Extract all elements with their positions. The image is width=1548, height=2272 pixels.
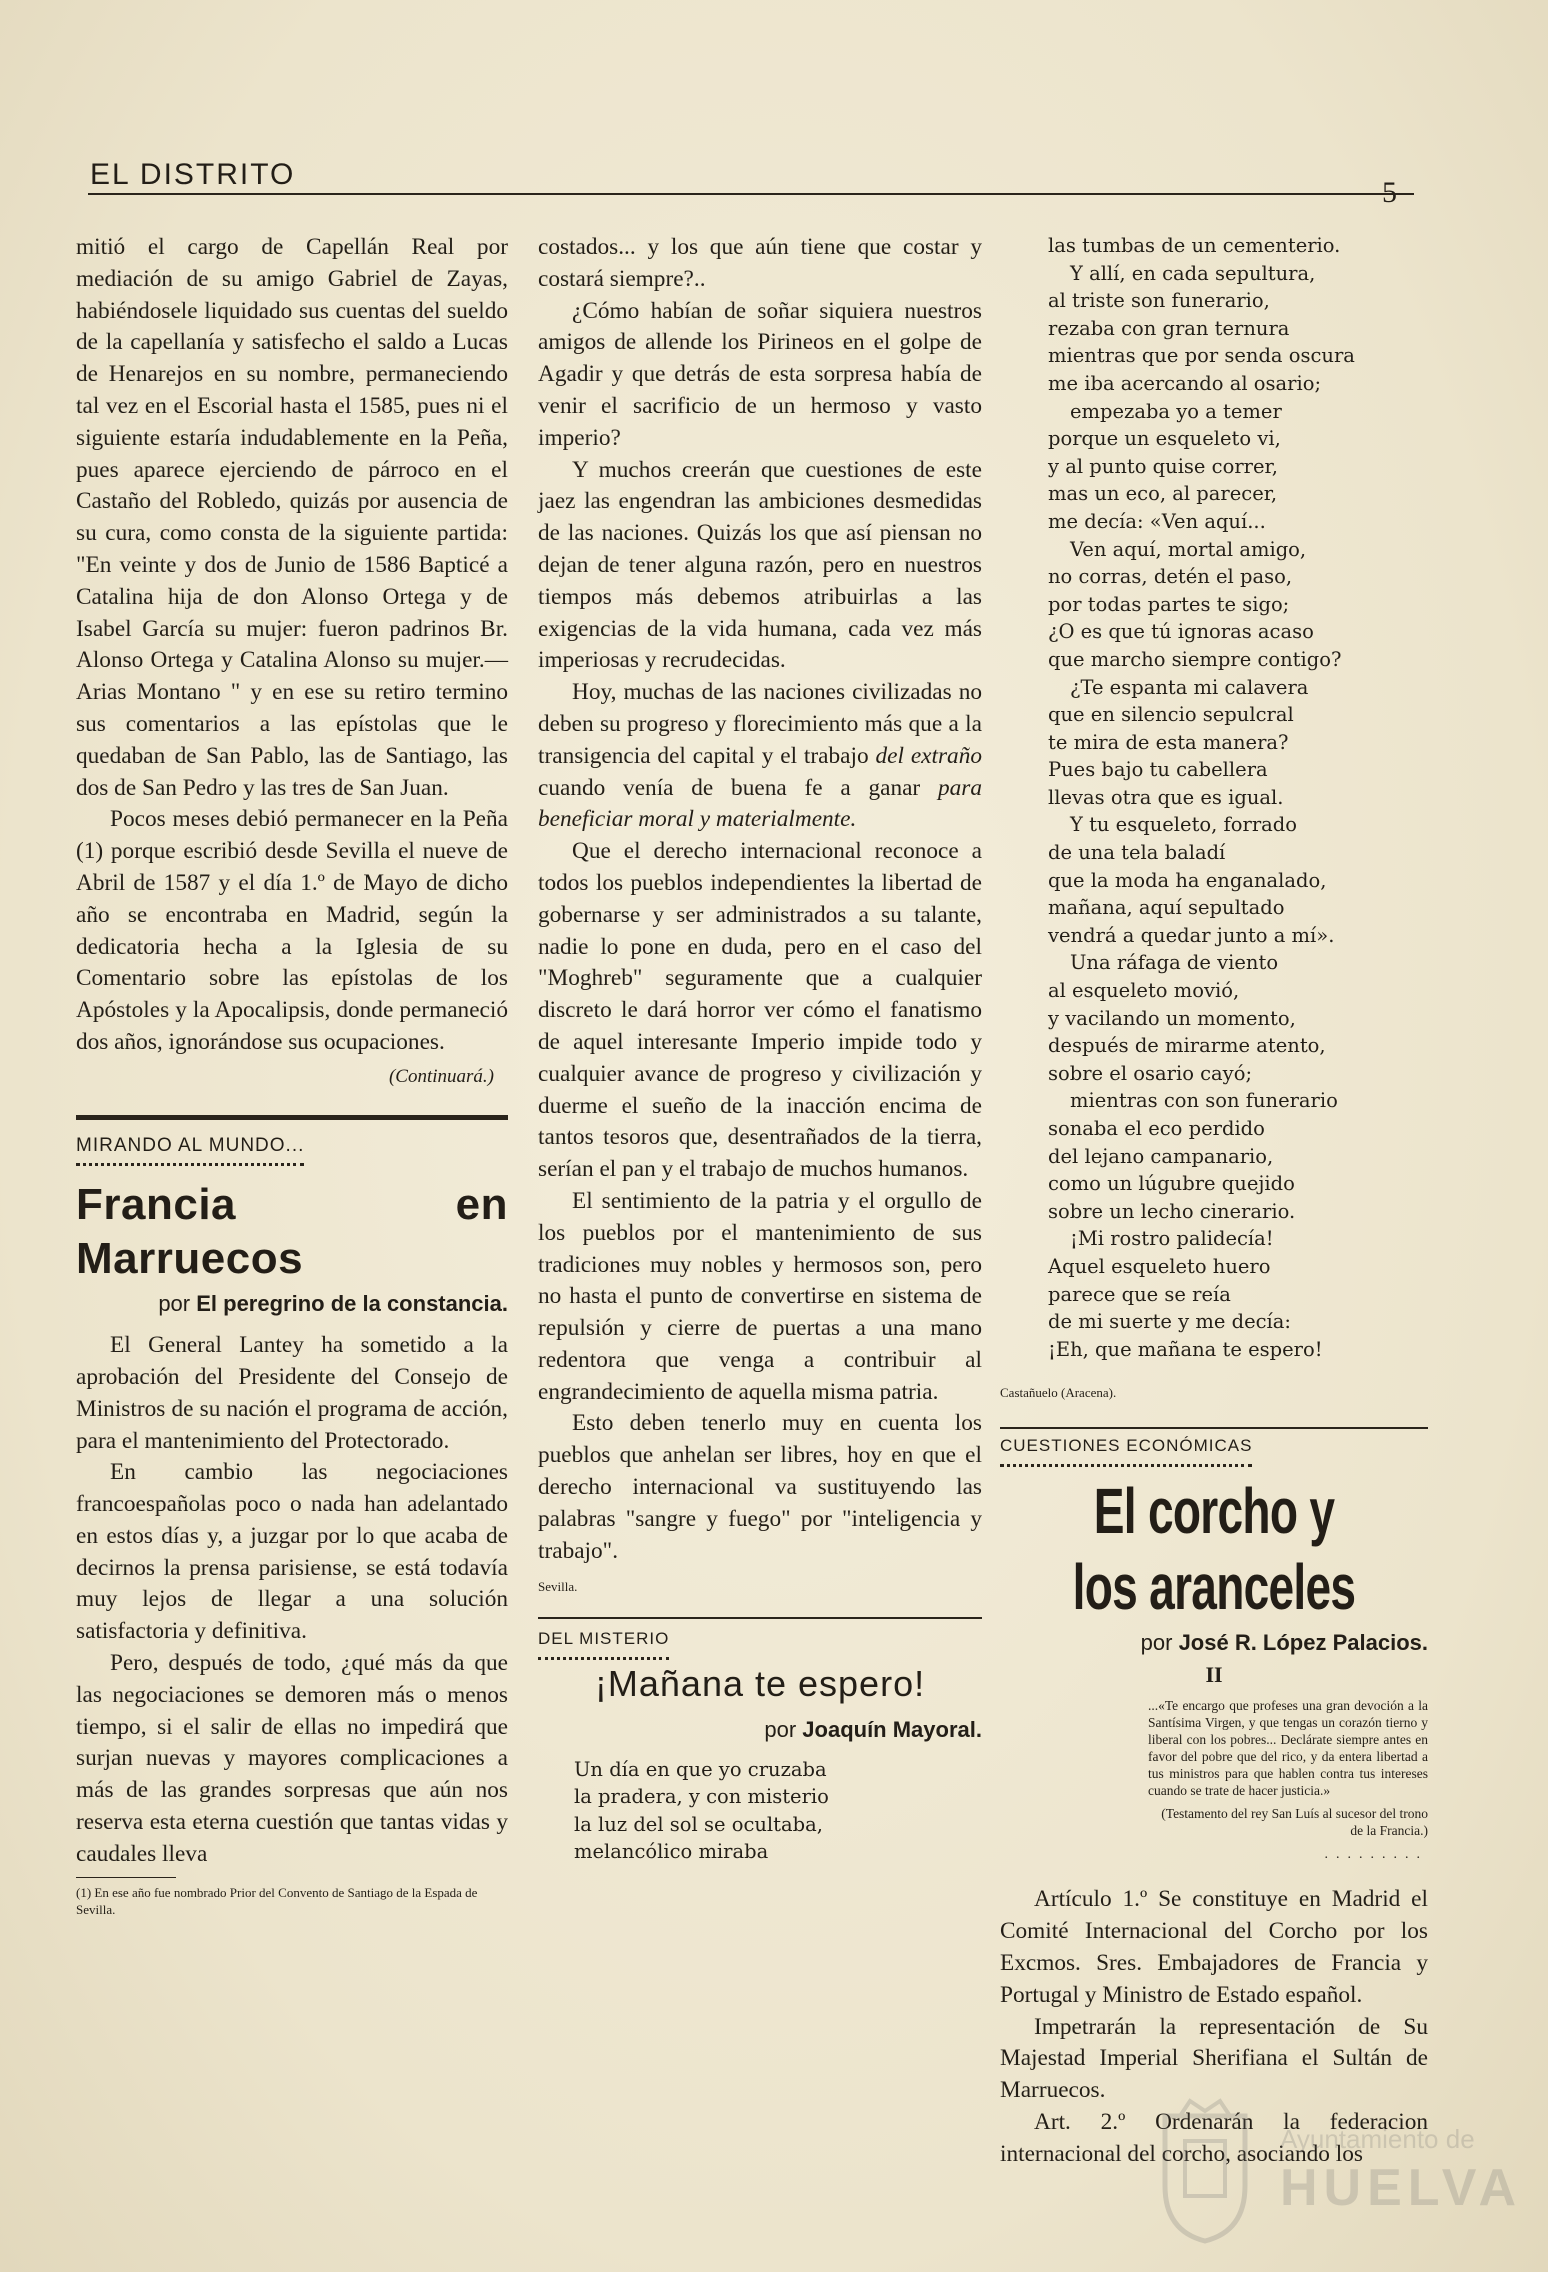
- poem: [1000, 232, 1428, 1363]
- paragraph: Art. 2.º Ordenarán la federacion internacional del corcho, asociando los: [1000, 2108, 1428, 2167]
- italic-run: para beneficiar moral y materialmente.: [538, 774, 982, 833]
- epigraph: ...«Te encargo que profeses una gran devoción a la Santísima Virgen, y que tengas un corazón tierno y liberal con los pobres... Declárate siempre antes en favor del pobre que del rico, y da entera libertad a tus ministros para que hablen contra tus intereses cuando se trate de hacer justicia.»: [1148, 1697, 1428, 1798]
- paragraph: [538, 677, 982, 836]
- place-signature: Sevilla.: [538, 1579, 578, 1595]
- poem-line: llevas otra que es igual.: [1048, 785, 1284, 809]
- poem-line: ¡Eh, que mañana te espero!: [1048, 1337, 1323, 1361]
- poem-line: por todas partes te sigo;: [1048, 592, 1290, 616]
- watermark-line1: Ayuntamiento de: [1280, 2124, 1475, 2154]
- section-tag: MIRANDO AL MUNDO...: [76, 1130, 304, 1167]
- paragraph: Esto deben tenerlo muy en cuenta los pueblos que anhelan ser libres, hoy en que el derecho internacional va sustituyendo las palabras "sangre y fuego" por "inteligencia y trabajo".: [538, 1410, 982, 1564]
- poem-line: la luz del sol se ocultaba,: [574, 1812, 823, 1836]
- byline: [76, 1288, 508, 1320]
- poem-line: vendrá a quedar junto a mí».: [1048, 923, 1335, 947]
- paragraph: El General Lantey ha sometido a la aprobación del Presidente del Consejo de Ministros de su nación el programa de acción, para el mantenimiento del Protectorado.: [76, 1332, 508, 1454]
- poem-line: que en silencio sepulcral: [1048, 703, 1294, 727]
- paragraph: ¿Cómo habían de soñar siquiera nuestros amigos de allende los Pirineos en el golpe de Agadir y que detrás de esta sorpresa había de venir el sacrificio de un hermoso y vasto imperio?: [538, 297, 982, 451]
- column-right: [1000, 232, 1428, 2171]
- part-number: II: [1205, 1661, 1223, 1687]
- continue-note: (Continuará.): [388, 1065, 494, 1087]
- section-divider: [1000, 1427, 1428, 1429]
- poem-line: del lejano campanario,: [1048, 1144, 1274, 1168]
- poem-line: ¿O es que tú ignoras acaso: [1048, 620, 1314, 644]
- poem-line: parece que se reía: [1048, 1282, 1231, 1306]
- shield-emblem-icon: [1150, 2096, 1260, 2246]
- article-headline: Francia en Marruecos: [76, 1180, 508, 1284]
- poem-line: Y allí, en cada sepultura,: [1070, 261, 1316, 285]
- poem-line: ¡Mi rostro palidecía!: [1070, 1227, 1274, 1251]
- poem-line: me decía: «Ven aquí...: [1048, 509, 1266, 533]
- poem-line: Un día en que yo cruzaba: [574, 1757, 827, 1781]
- article-headline: El corcho y los aranceles: [1072, 1474, 1356, 1623]
- poem-line: Pues bajo tu cabellera: [1048, 758, 1268, 782]
- poem-line: Ven aquí, mortal amigo,: [1070, 537, 1307, 561]
- paragraph: Pero, después de todo, ¿qué más da que las negociaciones se demoren más o menos tiempo, si el salir de ellas no impedirá que surjan nuevas y mayores complicaciones a más de las grandes sorpresas que aún nos reserva esta eterna cuestión que tantas vidas y caudales lleva: [76, 1650, 508, 1867]
- poem-line: Y tu esqueleto, forrado: [1070, 813, 1297, 837]
- article-headline: ¡Mañana te espero!: [594, 1663, 926, 1705]
- paragraph: Que el derecho internacional reconoce a todos los pueblos independientes la libertad de gobernarse y ser administrados a su talante, nadie lo pone en duda, pero en el caso del "Moghreb" seguramente que a cualquier discreto le dará horror ver cómo el fanatismo de aquel interesante Imperio impide todo y cualquier avance de progreso y civilización y duerme el sueño de la inacción encima de tantos tesoros que, desentrañados de la tierra, serían el pan y el trabajo de muchos humanos.: [538, 838, 982, 1183]
- byline-prefix: por: [1140, 1629, 1173, 1655]
- poem-line: y al punto quise correr,: [1048, 454, 1278, 478]
- municipal-watermark: [1150, 2096, 1523, 2246]
- poem-line: la pradera, y con misterio: [574, 1785, 829, 1809]
- poem-line: me iba acercando al osario;: [1048, 371, 1322, 395]
- paragraph: El sentimiento de la patria y el orgullo de los pueblos por el mantenimiento de sus tradiciones muy nobles y hermosos son, pero no hasta el punto de convertirse en sistema de repulsión y cierre de puertas a una mano redentora que venga a contribuir al engrandecimiento de aquella misma patria.: [538, 1187, 982, 1405]
- poem-line: porque un esqueleto vi,: [1048, 427, 1281, 451]
- poem-line: empezaba yo a temer: [1070, 399, 1282, 423]
- byline-prefix: por: [158, 1291, 191, 1317]
- poem-line: que la moda ha enganalado,: [1048, 868, 1327, 892]
- poem: [538, 1756, 982, 1866]
- poem-line: y vacilando un momento,: [1048, 1006, 1296, 1030]
- paragraph: mitió el cargo de Capellán Real por mediación de su amigo Gabriel de Zayas, habiéndosele liquidado sus cuentas del sueldo de la capellanía y satisfecho el saldo a Lucas de Henarejos en su nombre, permaneciendo tal vez en el Escorial hasta el 1585, pues ni el siguiente estaría indudablemente en la Peña, pues aparece ejerciendo de párroco en el Castaño del Robledo, quizás por ausencia de su cura, como consta de la siguiente partida: "En veinte y dos de Junio de 1586 Bapticé a Catalina hija de don Alonso Ortega y de Isabel García su mujer: fueron padrinos Br. Alonso Ortega y Catalina Alonso su mujer.—Arias Montano " y en ese su retiro termino sus comentarios a las epístolas que le quedaban de San Pablo, las de Santiago, las dos de San Pedro y las tres de San Juan.: [76, 234, 508, 801]
- paragraph: Y muchos creerán que cuestiones de este jaez las engendran las ambiciones desmedidas de las naciones. Quizás los que así piensan no dejan de tener alguna razón, pero en nuestros tiempos más debemos atribuirlas a las exigencias de la vida humana, cada vez más imperiosas y recrudecidas.: [538, 456, 982, 674]
- byline-author: Joaquín Mayoral.: [802, 1716, 982, 1742]
- poem-line: después de mirarme atento,: [1048, 1034, 1326, 1058]
- italic-run: del extraño: [875, 742, 983, 769]
- footnote-rule: [76, 1877, 176, 1878]
- poem-line: al triste son funerario,: [1048, 289, 1270, 313]
- poem-line: mientras con son funerario: [1070, 1089, 1338, 1113]
- poem-line: sobre un lecho cinerario.: [1048, 1199, 1296, 1223]
- place-signature: Castañuelo (Aracena).: [1000, 1385, 1117, 1401]
- poem-line: sonaba el eco perdido: [1048, 1117, 1265, 1140]
- poem-line: te mira de esta manera?: [1048, 730, 1289, 754]
- byline-author: El peregrino de la constancia.: [196, 1291, 508, 1317]
- poem-line: ¿Te espanta mi calavera: [1070, 675, 1309, 699]
- section-tag: CUESTIONES ECONÓMICAS: [1000, 1430, 1252, 1467]
- poem-line: rezaba con gran ternura: [1048, 316, 1290, 340]
- poem-line: que marcho siempre contigo?: [1048, 647, 1342, 671]
- poem-line: Una ráfaga de viento: [1070, 951, 1279, 975]
- poem-line: mañana, aquí sepultado: [1048, 896, 1285, 920]
- section-tag: DEL MISTERIO: [538, 1623, 669, 1660]
- byline: [538, 1714, 982, 1746]
- section-divider: [76, 1115, 508, 1120]
- dot-separator: .........: [1324, 1846, 1428, 1862]
- text-run: Hoy, muchas de las naciones civilizadas no deben su progreso y florecimiento más que a la transigencia del capital y el trabajo: [538, 679, 982, 769]
- poem-line: como un lúgubre quejido: [1048, 1172, 1295, 1196]
- column-left: [76, 232, 508, 1918]
- watermark-line2: HUELVA: [1280, 2159, 1523, 2217]
- poem-line: mas un eco, al parecer,: [1048, 482, 1278, 506]
- column-middle: [538, 232, 982, 1866]
- paragraph: Impetrarán la representación de Su Majestad Imperial Sherifiana el Sultán de Marruecos.: [1000, 2013, 1428, 2104]
- paragraph: costados... y los que aún tiene que costar y costará siempre?..: [538, 234, 982, 292]
- poem-line: no corras, detén el paso,: [1048, 565, 1293, 589]
- poem-line: de una tela baladí: [1048, 841, 1226, 865]
- poem-line: al esqueleto movió,: [1048, 979, 1240, 1003]
- text-run: cuando venía de buena fe a ganar: [538, 774, 938, 801]
- poem-line: de mi suerte y me decía:: [1048, 1310, 1291, 1334]
- byline-author: José R. López Palacios.: [1178, 1629, 1428, 1655]
- paragraph: Pocos meses debió permanecer en la Peña (1) porque escribió desde Sevilla el nueve de Abril de 1587 y el día 1.º de Mayo de dicho año se encontraba en Madrid, según la dedicatoria hecha a la Iglesia de su Comentario sobre las epístolas de los Apóstoles y la Apocalipsis, donde permaneció dos años, ignorándose sus ocupaciones.: [76, 806, 508, 1055]
- byline: [1000, 1627, 1428, 1659]
- poem-line: mientras que por senda oscura: [1048, 344, 1355, 368]
- paragraph: En cambio las negociaciones francoespañolas poco o nada han adelantado en estos días y, a juzgar por lo que acaba de decirnos la prensa parisiense, se está todavía muy lejos de llegar a una solución satisfactoria y definitiva.: [76, 1459, 508, 1645]
- epigraph-source: (Testamento del rey San Luís al sucesor del trono de la Francia.): [1161, 1805, 1428, 1838]
- newspaper-title: EL DISTRITO: [90, 158, 296, 191]
- poem-line: melancólico miraba: [574, 1840, 769, 1864]
- header-rule: [88, 193, 1414, 195]
- poem-line: sobre el osario cayó;: [1048, 1061, 1253, 1085]
- paragraph: Artículo 1.º Se constituye en Madrid el Comité Internacional del Corcho por los Excmos. Sres. Embajadores de Francia y Portugal y Ministro de Estado español.: [1000, 1886, 1428, 2008]
- poem-line: Aquel esqueleto huero: [1048, 1254, 1271, 1278]
- byline-prefix: por: [764, 1716, 797, 1742]
- footnote: (1) En ese año fue nombrado Prior del Convento de Santiago de la Espada de Sevilla.: [76, 1884, 478, 1917]
- poem-line: las tumbas de un cementerio.: [1048, 234, 1341, 257]
- section-divider: [538, 1617, 982, 1619]
